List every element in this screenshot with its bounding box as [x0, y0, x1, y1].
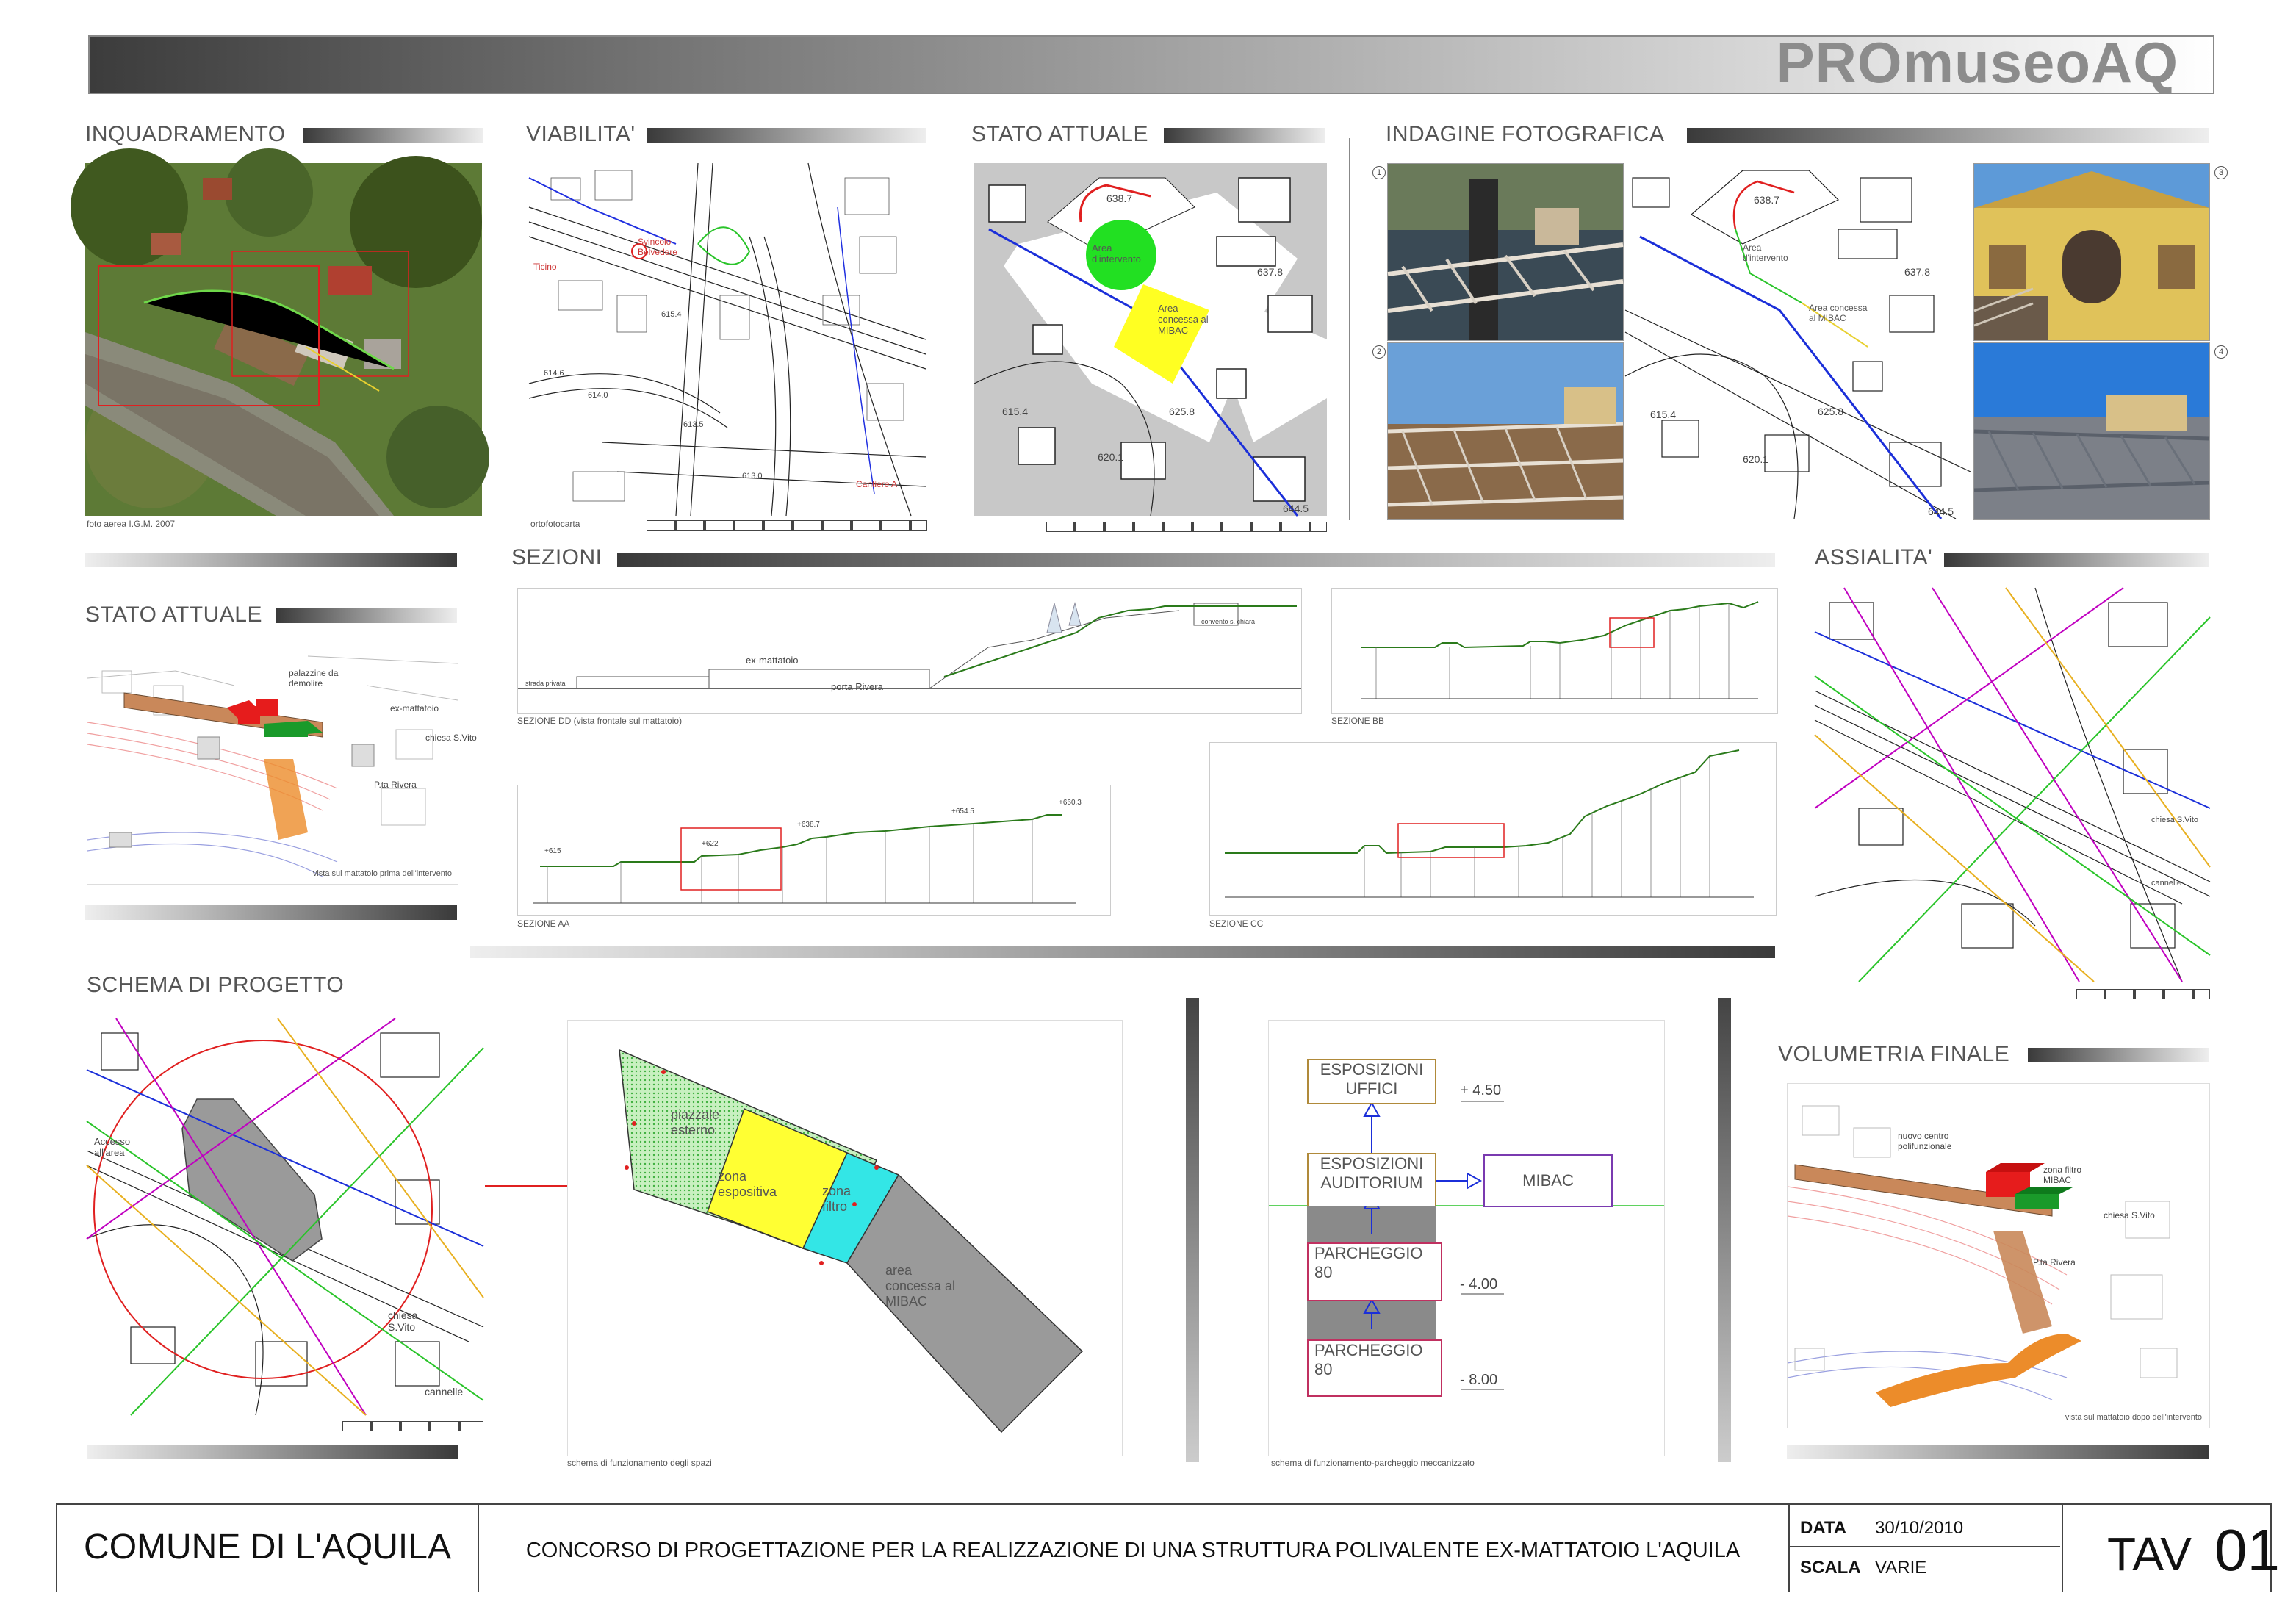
schema-map	[87, 1018, 483, 1415]
indagine-bar	[1687, 128, 2209, 143]
schema-label-cannelle: cannelle	[425, 1386, 464, 1398]
photo-4	[1973, 342, 2210, 520]
zones-diagram	[567, 1020, 1123, 1456]
parcheggio-2-count: 80	[1314, 1360, 1333, 1378]
footer-tav-label: TAV	[2107, 1528, 2192, 1580]
viabilita-title: VIABILITA'	[526, 122, 636, 146]
box-parcheggio-2	[1307, 1339, 1442, 1397]
viabilita-scalebar	[647, 520, 927, 531]
stato-elev-2: 637.8	[1257, 266, 1284, 278]
footer-data-label: DATA	[1800, 1518, 1847, 1538]
indagine-elev-6: 644.5	[1928, 506, 1954, 517]
label-porta: P.ta Rivera	[374, 780, 417, 790]
box-mibac: MIBAC	[1483, 1154, 1613, 1207]
zone-mibac: area concessa al MIBAC	[885, 1263, 956, 1309]
stato-elev-6: 644.5	[1283, 503, 1309, 514]
stato-attuale-3d-view	[87, 641, 477, 885]
stato-area-intervento: Area d'intervento	[1092, 242, 1141, 265]
volumetria-bar	[2028, 1048, 2209, 1062]
photo-number-1: 1	[1372, 166, 1386, 179]
viabilita-caption: ortofotocarta	[530, 519, 580, 529]
vsep-1	[1186, 998, 1199, 1462]
level-minus-800: - 8.00	[1460, 1372, 1498, 1388]
inquadramento-title: INQUADRAMENTO	[85, 122, 286, 146]
box-parcheggio-1	[1307, 1242, 1442, 1301]
photo-number-2: 2	[1372, 345, 1386, 359]
photo-number-4: 4	[2214, 345, 2228, 359]
zone-filtro: zona filtro	[822, 1184, 852, 1214]
volumetria-3d-view	[1787, 1083, 2210, 1428]
sezione-bb-caption: SEZIONE BB	[1331, 716, 1385, 726]
assialita-map	[1815, 588, 2210, 982]
photo-number-3: 3	[2214, 166, 2228, 179]
stato-attuale-top-title: STATO ATTUALE	[971, 122, 1148, 146]
stato-left-topbar	[85, 553, 457, 567]
dd-label-porta: porta Rivera	[831, 681, 883, 692]
label-ex-mattatoio: ex-mattatoio	[390, 703, 439, 713]
vertical-divider	[1349, 138, 1350, 520]
assialita-scalebar	[2076, 989, 2210, 999]
sezione-cc	[1209, 742, 1777, 916]
viabilita-bar	[647, 128, 926, 143]
schema-spazi-caption: schema di funzionamento degli spazi	[567, 1458, 712, 1468]
indagine-area-concessa: Area concessa al MIBAC	[1809, 303, 1868, 323]
box-esposizioni-uffici: ESPOSIZIONI UFFICI	[1307, 1059, 1436, 1104]
parcheggio-2-title: PARCHEGGIO	[1314, 1341, 1423, 1359]
box-esposizioni-auditorium: ESPOSIZIONI AUDITORIUM	[1307, 1153, 1436, 1206]
label-chiesa: chiesa S.Vito	[425, 733, 477, 743]
vsep-2	[1718, 998, 1731, 1462]
photo-2	[1387, 342, 1624, 520]
parcheggio-1-title: PARCHEGGIO	[1314, 1244, 1423, 1262]
viabilita-label-svincolo: Svincolo Belvedere	[638, 237, 678, 257]
sezione-dd-caption: SEZIONE DD (vista frontale sul mattatoio)	[517, 716, 683, 726]
aa-elev-4: +654.5	[951, 808, 974, 816]
stato-elev-1: 638.7	[1106, 193, 1133, 204]
schema-title: SCHEMA DI PROGETTO	[87, 973, 345, 997]
stato-area-concessa: Area concessa al MIBAC	[1158, 303, 1209, 336]
viabilita-elev-5: 613.0	[742, 472, 763, 481]
schema-label-accesso: Accesso all'area	[94, 1136, 131, 1158]
photo-1	[1387, 163, 1624, 341]
schema-scalebar	[342, 1421, 483, 1431]
viabilita-elev-1: 615.4	[661, 310, 682, 319]
indagine-area-intervento: Area d'intervento	[1743, 242, 1788, 263]
viabilita-elev-4: 613.5	[683, 420, 704, 429]
dd-label-mattatoio: ex-mattatoio	[746, 655, 799, 666]
schema-parcheggio-caption: schema di funzionamento-parcheggio meccanizzato	[1271, 1458, 1475, 1468]
photo-3	[1973, 163, 2210, 341]
volumetria-label-centro: nuovo centro polifunzionale	[1898, 1131, 1952, 1151]
stato-attuale-left-bar	[276, 608, 457, 623]
aa-elev-2: +622	[702, 840, 719, 848]
schema-label-chiesa: chiesa S.Vito	[388, 1309, 418, 1333]
stato-attuale-scalebar	[1046, 522, 1327, 532]
footer-tav-number: 01	[2214, 1517, 2280, 1583]
mid-separator	[470, 946, 1775, 958]
stato-left-bottombar	[85, 905, 457, 920]
level-minus-400: - 4.00	[1460, 1276, 1498, 1292]
footer-meta-divider	[1790, 1546, 2060, 1547]
parcheggio-1-count: 80	[1314, 1263, 1333, 1281]
assialita-label-chiesa: chiesa S.Vito	[2151, 816, 2199, 824]
flow-diagram	[1268, 1020, 1665, 1456]
stato-attuale-left-title: STATO ATTUALE	[85, 603, 262, 627]
inquadramento-caption: foto aerea I.G.M. 2007	[87, 519, 176, 529]
footer-scala-label: SCALA	[1800, 1558, 1861, 1578]
indagine-elev-4: 625.8	[1818, 406, 1844, 417]
footer	[56, 1503, 2280, 1592]
indagine-elev-1: 638.7	[1754, 194, 1780, 206]
sezioni-title: SEZIONI	[511, 545, 602, 569]
indagine-elev-2: 637.8	[1904, 266, 1931, 278]
volumetria-bottombar	[1787, 1445, 2209, 1459]
assialita-title: ASSIALITA'	[1815, 545, 1933, 569]
level-plus-450: + 4.50	[1460, 1082, 1502, 1098]
sezione-aa-caption: SEZIONE AA	[517, 918, 570, 929]
volumetria-label-filtro: zona filtro MIBAC	[2043, 1165, 2082, 1185]
volumetria-caption: vista sul mattatoio dopo dell'intervento	[2065, 1413, 2202, 1422]
aa-elev-3: +638.7	[797, 821, 820, 829]
footer-scala-value: VARIE	[1875, 1558, 1927, 1578]
indagine-title: INDAGINE FOTOGRAFICA	[1386, 122, 1665, 146]
sezioni-bar	[617, 553, 1775, 567]
label-palazzine: palazzine da demolire	[289, 668, 339, 688]
aerial-photo	[85, 163, 482, 516]
footer-data-value: 30/10/2010	[1875, 1518, 1964, 1538]
assialita-bar	[1944, 553, 2209, 567]
footer-concorso: CONCORSO DI PROGETTAZIONE PER LA REALIZZAZIONE DI UNA STRUTTURA POLIVALENTE EX-MATTATOIO L'AQUILA	[525, 1539, 1741, 1562]
dd-label-convento: convento s. chiara	[1201, 618, 1256, 625]
viabilita-elev-3: 614.0	[588, 391, 608, 400]
indagine-elev-5: 620.1	[1743, 453, 1769, 465]
aa-elev-1: +615	[544, 847, 561, 855]
indagine-map	[1625, 163, 1971, 519]
inquadramento-bar	[303, 128, 483, 143]
volumetria-label-chiesa: chiesa S.Vito	[2104, 1210, 2155, 1220]
stato-elev-3: 615.4	[1002, 406, 1029, 417]
sezione-aa	[517, 785, 1111, 916]
footer-concorso-cell	[479, 1505, 1790, 1592]
stato-elev-5: 620.1	[1098, 451, 1124, 463]
volumetria-title: VOLUMETRIA FINALE	[1778, 1042, 2010, 1066]
viabilita-label-cantiere: Cantiere A	[856, 479, 898, 489]
stato-attuale-top-bar	[1164, 128, 1325, 143]
zone-piazzale: piazzale esterno	[671, 1107, 720, 1137]
sezione-bb	[1331, 588, 1778, 714]
zone-espositiva: zona espositiva	[718, 1169, 777, 1199]
assialita-label-cannelle: cannelle	[2151, 879, 2181, 888]
aa-elev-5: +660.3	[1059, 799, 1082, 807]
footer-meta-cell	[1790, 1505, 2063, 1592]
footer-comune-cell	[57, 1505, 479, 1592]
stato-elev-4: 625.8	[1169, 406, 1195, 417]
viabilita-elev-2: 614.6	[544, 369, 564, 378]
stato-attuale-left-caption: vista sul mattatoio prima dell'intervento	[312, 869, 452, 878]
schema-bottombar	[87, 1445, 458, 1459]
viabilita-label-ticino: Ticino	[533, 262, 557, 272]
viabilita-map	[529, 163, 926, 516]
volumetria-label-porta: P.ta Rivera	[2033, 1257, 2076, 1267]
indagine-elev-3: 615.4	[1650, 409, 1677, 420]
footer-comune: COMUNE DI L'AQUILA	[84, 1528, 451, 1567]
stato-attuale-map	[974, 163, 1327, 516]
brand-title: PROmuseoAQ	[1776, 30, 2178, 95]
sezione-dd	[517, 588, 1302, 714]
dd-label-strada: strada privata	[525, 680, 566, 687]
sezione-cc-caption: SEZIONE CC	[1209, 918, 1264, 929]
